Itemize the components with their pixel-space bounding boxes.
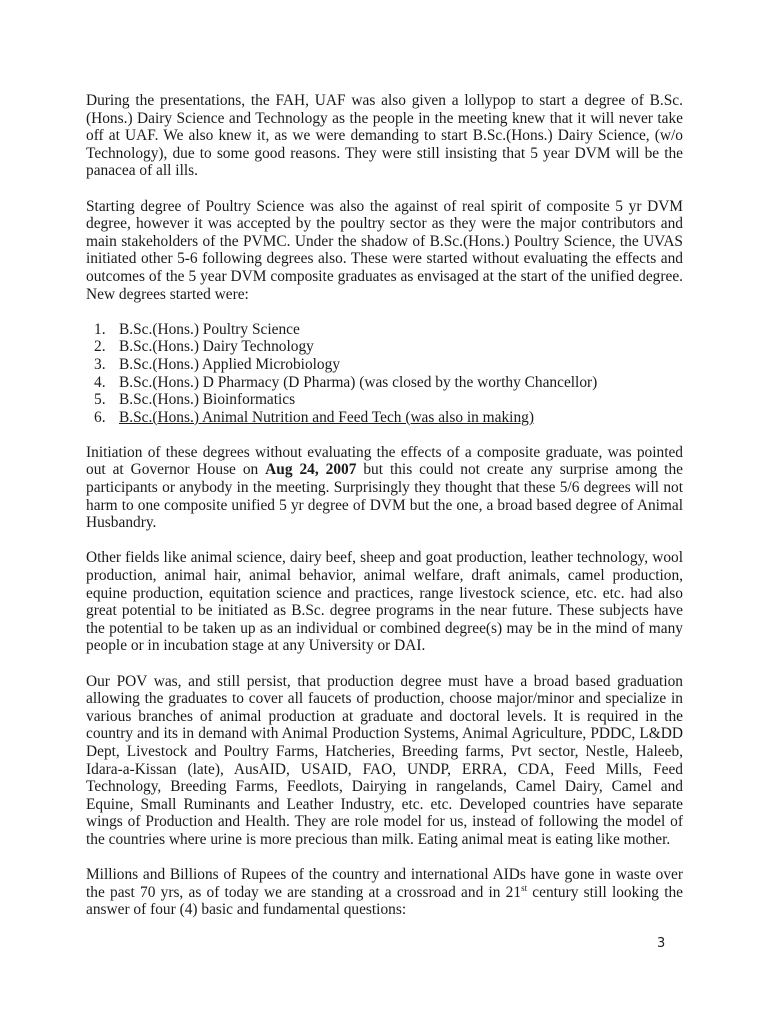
- millions-text-before: Millions and Billions of Rupees of the country and international AIDs have gone in waste over the past 70 yrs, as of today we are standing at a crossroad and in 21: [86, 866, 683, 901]
- list-number: 1.: [94, 320, 106, 338]
- initiation-text-before: Initiation of these degrees without evaluating the effects of a composite graduate, was pointed out at Governor House on: [86, 443, 683, 479]
- paragraph-poultry-science: Starting degree of Poultry Science was also the against of real spirit of composite 5 yr DVM degree, however it was accepted by the poultry sector as they were the major contributors and main stakeholders of the PVMC. Under the shadow of B.Sc.(Hons.) Poultry Science, the UVAS initiated other 5-6 following degrees also. These were started without evaluating the effects and outcomes of the 5 year DVM composite graduates as envisaged at the start of the unified degree. New degrees started were:: [86, 197, 683, 303]
- list-text: B.Sc.(Hons.) Poultry Science: [119, 320, 300, 338]
- list-item: [86, 409, 683, 427]
- list-item: [86, 391, 683, 409]
- list-number: 4.: [94, 373, 106, 391]
- paragraph-millions: [86, 866, 683, 919]
- list-text: B.Sc.(Hons.) Applied Microbiology: [119, 355, 341, 373]
- document-page: [86, 92, 683, 937]
- initiation-bold-date: Aug 24, 2007: [265, 461, 357, 479]
- list-item: [86, 374, 683, 392]
- list-number: 2.: [94, 338, 106, 356]
- degree-list: [86, 321, 683, 427]
- list-number: 6.: [94, 408, 106, 426]
- list-item: [86, 338, 683, 356]
- list-text: B.Sc.(Hons.) D Pharmacy (D Pharma) (was closed by the worthy Chancellor): [119, 373, 598, 391]
- ordinal-superscript: st: [521, 882, 528, 893]
- initiation-text-after: but this could not create any surprise among the participants or anybody in the meeting. Surprisingly they thought that these 5/6 degrees will not harm to one composite unified 5 yr degree of DVM but the one, a broad based degree of Animal Husbandry.: [86, 461, 683, 532]
- list-number: 3.: [94, 355, 106, 373]
- list-text-underlined: B.Sc.(Hons.) Animal Nutrition and Feed Tech (was also in making): [119, 408, 534, 426]
- list-item: [86, 321, 683, 339]
- page-number: 3: [657, 936, 666, 951]
- paragraph-pov: Our POV was, and still persist, that production degree must have a broad based graduation allowing the graduates to cover all faucets of production, choose major/minor and specialize in various branches of animal production at graduate and doctoral levels. It is required in the country and its in demand with Animal Production Systems, Animal Agriculture, PDDC, L&DD Dept, Livestock and Poultry Farms, Hatcheries, Breeding farms, Pvt sector, Nestle, Haleeb, Idara-a-Kissan (late), AusAID, USAID, FAO, UNDP, ERRA, CDA, Feed Mills, Feed Technology, Breeding Farms, Feedlots, Dairying in rangelands, Camel Dairy, Camel and Equine, Small Ruminants and Leather Industry, etc. etc. Developed countries have separate wings of Production and Health. They are role model for us, instead of following the model of the countries where urine is more precious than milk. Eating animal meat is eating like mother.: [86, 672, 683, 848]
- paragraph-other-fields: Other fields like animal science, dairy beef, sheep and goat production, leather technology, wool production, animal hair, animal behavior, animal welfare, draft animals, camel production, equine production, equitation science and practices, range livestock science, etc. etc. had also great potential to be initiated as B.Sc. degree programs in the near future. These subjects have the potential to be taken up as an individual or combined degree(s) may be in the mind of many people or in incubation stage at any University or DAI.: [86, 549, 683, 655]
- list-text: B.Sc.(Hons.) Bioinformatics: [119, 391, 296, 409]
- list-item: [86, 356, 683, 374]
- paragraph-initiation: [86, 444, 683, 532]
- list-text: B.Sc.(Hons.) Dairy Technology: [119, 338, 314, 356]
- paragraph-lollypop: During the presentations, the FAH, UAF was also given a lollypop to start a degree of B.Sc.(Hons.) Dairy Science and Technology as the people in the meeting knew that it will never take off at UAF. We also knew it, as we were demanding to start B.Sc.(Hons.) Dairy Science, (w/o Technology), due to some good reasons. They were still insisting that 5 year DVM will be the panacea of all ills.: [86, 92, 683, 180]
- list-number: 5.: [94, 391, 106, 409]
- millions-text-after: century still looking the answer of four (4) basic and fundamental questions:: [86, 883, 684, 919]
